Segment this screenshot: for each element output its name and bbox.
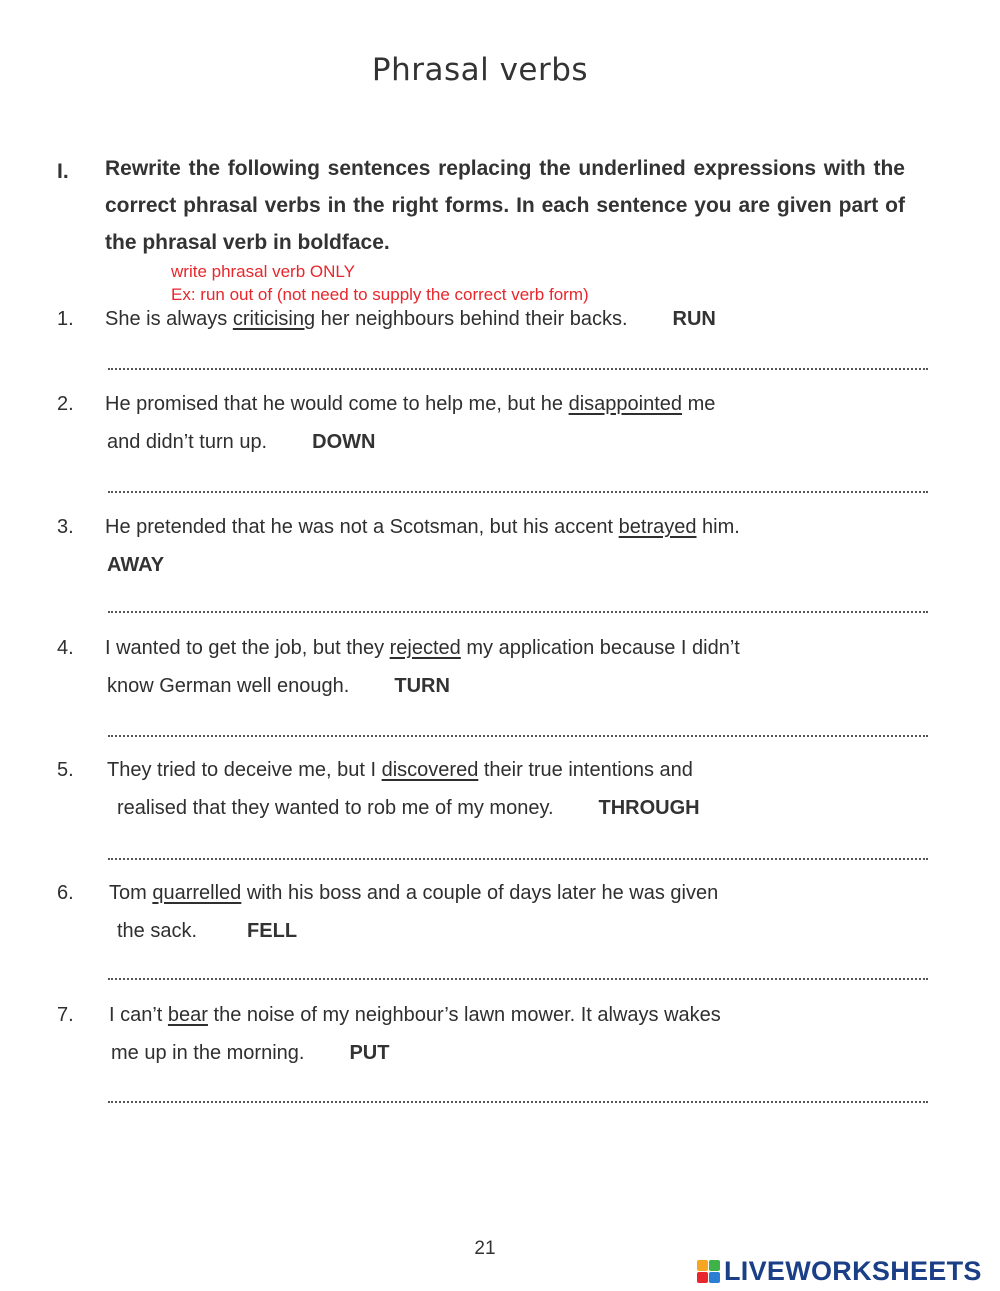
- sentence-text: him.: [696, 516, 740, 538]
- sentence-text: know German well enough.: [107, 675, 350, 697]
- underlined-expression: discovered: [381, 759, 479, 781]
- keyword-boldface: PUT: [349, 1042, 390, 1064]
- sentence-text: and didn’t turn up.: [107, 431, 268, 453]
- keyword-boldface: AWAY: [107, 554, 165, 576]
- underlined-expression: disappointed: [568, 393, 683, 415]
- sentence-text: the noise of my neighbour’s lawn mower. It always wakes: [207, 1004, 721, 1026]
- question-text-line: [107, 675, 450, 698]
- icon-tile: [709, 1260, 720, 1271]
- note-line-2: Ex: run out of (not need to supply the correct verb form): [171, 285, 589, 304]
- sentence-text: He promised that he would come to help me, but he: [105, 393, 569, 415]
- answer-line-5[interactable]: [108, 858, 928, 860]
- sentence-text: her neighbours behind their backs.: [315, 308, 628, 330]
- answer-line-3[interactable]: [108, 611, 928, 613]
- brand-logo: [697, 1256, 982, 1287]
- answer-line-4[interactable]: [108, 735, 928, 737]
- question-text-line: [105, 308, 716, 331]
- question-text-line: [105, 393, 715, 416]
- underlined-expression: rejected: [389, 637, 461, 659]
- question-number: 3.: [57, 516, 74, 538]
- sentence-text: I can’t: [109, 1004, 168, 1026]
- underlined-expression: criticising: [232, 308, 316, 330]
- answer-line-2[interactable]: [108, 491, 928, 493]
- answer-line-1[interactable]: [108, 368, 928, 370]
- sentence-text: the sack.: [117, 920, 198, 942]
- answer-line-6[interactable]: [108, 978, 928, 980]
- sentence-text: I wanted to get the job, but they: [105, 637, 390, 659]
- icon-tile: [697, 1260, 708, 1271]
- question-number: 6.: [57, 882, 74, 904]
- underlined-expression: bear: [167, 1004, 208, 1026]
- question-text-line: [107, 554, 164, 577]
- question-text-line: [107, 431, 375, 454]
- icon-tile: [709, 1272, 720, 1283]
- instructions: Rewrite the following sentences replacing the underlined expressions with the correct phrasal verbs in the right forms. In each sentence you are given part of the phrasal verb in boldface.: [105, 157, 905, 254]
- note-line-1: write phrasal verb ONLY: [171, 262, 355, 281]
- keyword-boldface: RUN: [672, 308, 716, 330]
- question-text-line: [111, 1042, 389, 1065]
- sentence-text: with his boss and a couple of days later he was given: [241, 882, 719, 904]
- brand-name: LIVEWORKSHEETS: [724, 1256, 982, 1286]
- sentence-text: She is always: [105, 308, 233, 330]
- keyword-boldface: TURN: [394, 675, 450, 697]
- question-text-line: [109, 882, 718, 905]
- sentence-text: He pretended that he was not a Scotsman, but his accent: [105, 516, 619, 538]
- sentence-text: They tried to deceive me, but I: [107, 759, 382, 781]
- section-number: I.: [57, 160, 69, 183]
- underlined-expression: betrayed: [618, 516, 697, 538]
- keyword-boldface: THROUGH: [598, 797, 700, 819]
- icon-tile: [697, 1272, 708, 1283]
- question-text-line: [109, 1004, 721, 1027]
- question-text-line: [105, 516, 740, 539]
- sentence-text: me up in the morning.: [111, 1042, 305, 1064]
- underlined-expression: quarrelled: [152, 882, 242, 904]
- sentence-text: my application because I didn’t: [460, 637, 740, 659]
- page-number: 21: [474, 1238, 496, 1259]
- page-title: Phrasal verbs: [371, 52, 589, 88]
- question-number: 5.: [57, 759, 74, 781]
- question-text-line: [117, 797, 700, 820]
- question-text-line: [117, 920, 297, 943]
- sentence-text: realised that they wanted to rob me of my money.: [117, 797, 554, 819]
- answer-line-7[interactable]: [108, 1101, 928, 1103]
- sentence-text: their true intentions and: [478, 759, 693, 781]
- sentence-text: me: [682, 393, 716, 415]
- sentence-text: Tom: [109, 882, 153, 904]
- question-text-line: [105, 637, 740, 660]
- question-text-line: [107, 759, 693, 782]
- question-number: 7.: [57, 1004, 74, 1026]
- question-number: 2.: [57, 393, 74, 415]
- question-number: 1.: [57, 308, 74, 330]
- keyword-boldface: DOWN: [312, 431, 376, 453]
- liveworksheets-icon: [697, 1260, 720, 1283]
- keyword-boldface: FELL: [247, 920, 298, 942]
- question-number: 4.: [57, 637, 74, 659]
